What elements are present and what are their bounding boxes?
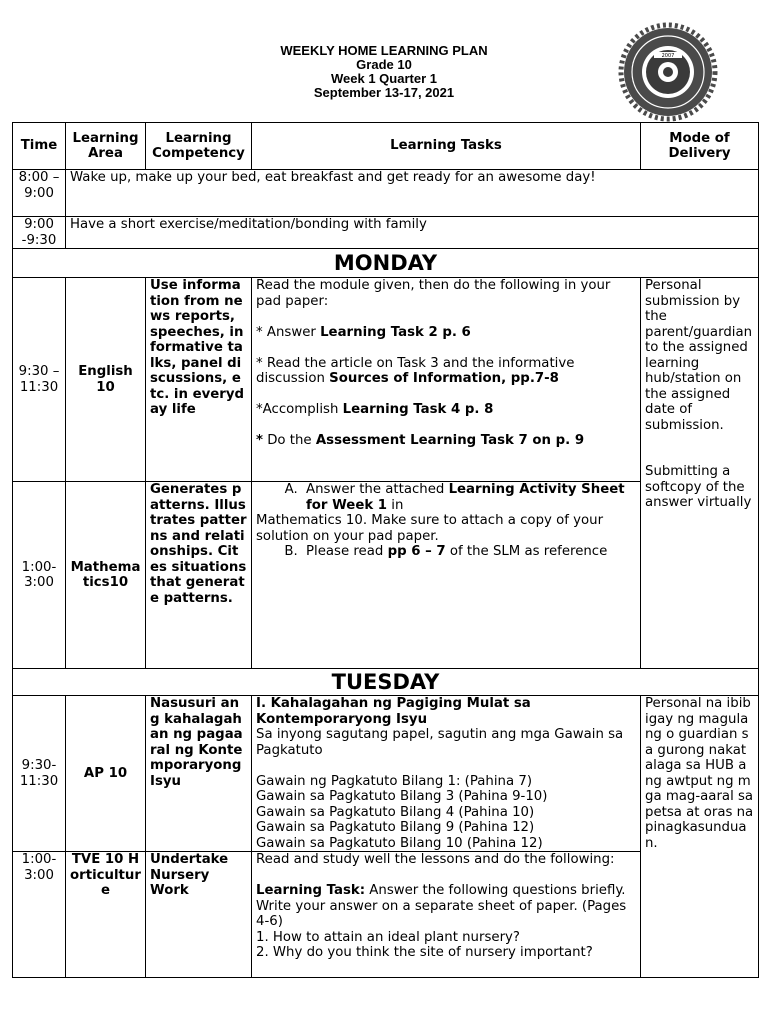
monday-mode-of-delivery [641, 278, 759, 669]
math-task-b-text: Please read [306, 544, 388, 559]
ap-competency: Nasusuri ang kahalagahan ng pagaaral ng Kontemporaryong Isyu [146, 696, 252, 852]
column-header-learning-competency: Learning Competency [146, 123, 252, 170]
english-task-1-bold: Learning Task 2 p. 6 [320, 324, 471, 340]
list-item: Gawain sa Pagkatuto Bilang 9 (Pahina 12) [256, 820, 535, 835]
day-row-monday [13, 249, 759, 278]
list-item: Gawain sa Pagkatuto Bilang 3 (Pahina 9-10) [256, 789, 548, 804]
mode-virtual-submission: Submitting a softcopy of the answer virtually [645, 464, 752, 510]
mode-personal-submission: Personal submission by the parent/guardian to the assigned learning hub/station on the assigned date of submission. [645, 278, 753, 433]
english-area: English 10 [66, 278, 146, 482]
english-task-4-text: Do the [262, 433, 316, 448]
tve-time: 1:00-3:00 [13, 852, 66, 978]
english-task-3-text: *Accomplish [256, 402, 343, 417]
tve-task-label: Learning Task: [256, 883, 366, 898]
math-task-list [256, 482, 636, 513]
week-quarter-label: Week 1 Quarter 1 [331, 71, 437, 86]
english-task-2-bold: Sources of Information, pp.7-8 [329, 371, 559, 386]
list-item: Gawain sa Pagkatuto Bilang 4 (Pahina 10) [256, 804, 535, 820]
english-task-3 [256, 402, 636, 418]
math-task-b-post: of the SLM as reference [445, 544, 608, 559]
tve-question-2: 2. Why do you think the site of nursery important? [256, 945, 593, 960]
math-task-a-post: in [387, 497, 404, 513]
tve-intro: Read and study well the lessons and do the following: [256, 852, 615, 867]
ap-tasks [252, 696, 641, 852]
school-seal-icon [618, 22, 718, 122]
english-task-4-bold: Assessment Learning Task 7 on p. 9 [315, 433, 585, 448]
math-tasks [252, 482, 641, 669]
routine-task: Have a short exercise/meditation/bonding with family [66, 217, 759, 249]
column-header-learning-area: Learning Area [66, 123, 146, 170]
english-competency: Use information from news reports, speeches, informative talks, panel discussions, etc. in everyday life [146, 278, 252, 482]
column-header-learning-tasks: Learning Tasks [252, 123, 641, 170]
tve-question-1: 1. How to attain an ideal plant nursery? [256, 929, 520, 945]
routine-time: 9:00 -9:30 [13, 217, 66, 249]
ap-area: AP 10 [66, 696, 146, 852]
table-row [13, 217, 759, 249]
tve-learning-task [256, 883, 636, 930]
list-item: Gawain ng Pagkatuto Bilang 1: (Pahina 7) [256, 773, 533, 789]
english-task-4 [256, 433, 636, 449]
table-row [13, 278, 759, 482]
routine-time: 8:00 – 9:00 [13, 170, 66, 217]
tve-competency: Undertake Nursery Work [146, 852, 252, 978]
column-header-time: Time [13, 123, 66, 170]
english-time: 9:30 – 11:30 [13, 278, 66, 482]
english-intro: Read the module given, then do the following in your pad paper: [256, 278, 611, 309]
math-task-a-continuation: Mathematics 10. Make sure to attach a copy of your solution on your pad paper. [256, 513, 604, 544]
day-label-monday: MONDAY [13, 249, 759, 278]
plan-title: WEEKLY HOME LEARNING PLAN [280, 43, 488, 58]
english-task-3-bold: Learning Task 4 p. 8 [342, 402, 494, 417]
math-competency: Generates patterns. Illustrates patterns and relationships. Cites situations that generate patterns. [146, 482, 252, 669]
list-item: Gawain sa Pagkatuto Bilang 10 (Pahina 12) [256, 835, 543, 851]
math-task-b-bold: pp 6 – 7 [387, 544, 446, 559]
seal-year: 2007 [661, 53, 675, 59]
english-task-2 [256, 356, 636, 387]
day-row-tuesday [13, 669, 759, 696]
tuesday-mode-of-delivery: Personal na ibibigay ng magulang o guardian sa gurong nakatalaga sa HUB ang awtput ng mga mag-aaral sa petsa at oras na pinagkasunduan. [641, 696, 759, 978]
english-task-1-text: * Answer [256, 324, 321, 340]
ap-time: 9:30-11:30 [13, 696, 66, 852]
day-label-tuesday: TUESDAY [13, 669, 759, 696]
tve-area: TVE 10 Horticulture [66, 852, 146, 978]
routine-task: Wake up, make up your bed, eat breakfast and get ready for an awesome day! [66, 170, 759, 217]
math-task-a-text: Answer the attached [306, 482, 449, 497]
date-range-label: September 13-17, 2021 [313, 85, 455, 100]
table-header-row [13, 123, 759, 170]
english-tasks [252, 278, 641, 482]
ap-intro: Sa inyong sagutang papel, sagutin ang mga Gawain sa Pagkatuto [256, 727, 624, 758]
tve-task-text: Answer the following questions briefly. Write your answer on a separate sheet of paper. (Pages 4-6) [256, 883, 627, 929]
table-row [13, 696, 759, 852]
english-task-1 [256, 325, 636, 341]
table-row [13, 170, 759, 217]
english-task-4-star: * [256, 433, 263, 448]
column-header-mode-of-delivery: Mode of Delivery [641, 123, 759, 170]
math-task-a-bold: Learning Activity Sheet for Week 1 [306, 482, 625, 513]
list-item [302, 544, 636, 560]
tve-tasks [252, 852, 641, 978]
math-area: Mathematics10 [66, 482, 146, 669]
grade-label: Grade 10 [356, 57, 412, 72]
ap-heading: I. Kahalagahan ng Pagiging Mulat sa Kontemporaryong Isyu [256, 696, 531, 727]
math-time: 1:00-3:00 [13, 482, 66, 669]
math-task-list-b [256, 544, 636, 560]
list-item [302, 482, 636, 513]
learning-plan-table [12, 122, 759, 978]
english-task-2-text: * Read the article on Task 3 and the informative discussion [256, 355, 575, 386]
